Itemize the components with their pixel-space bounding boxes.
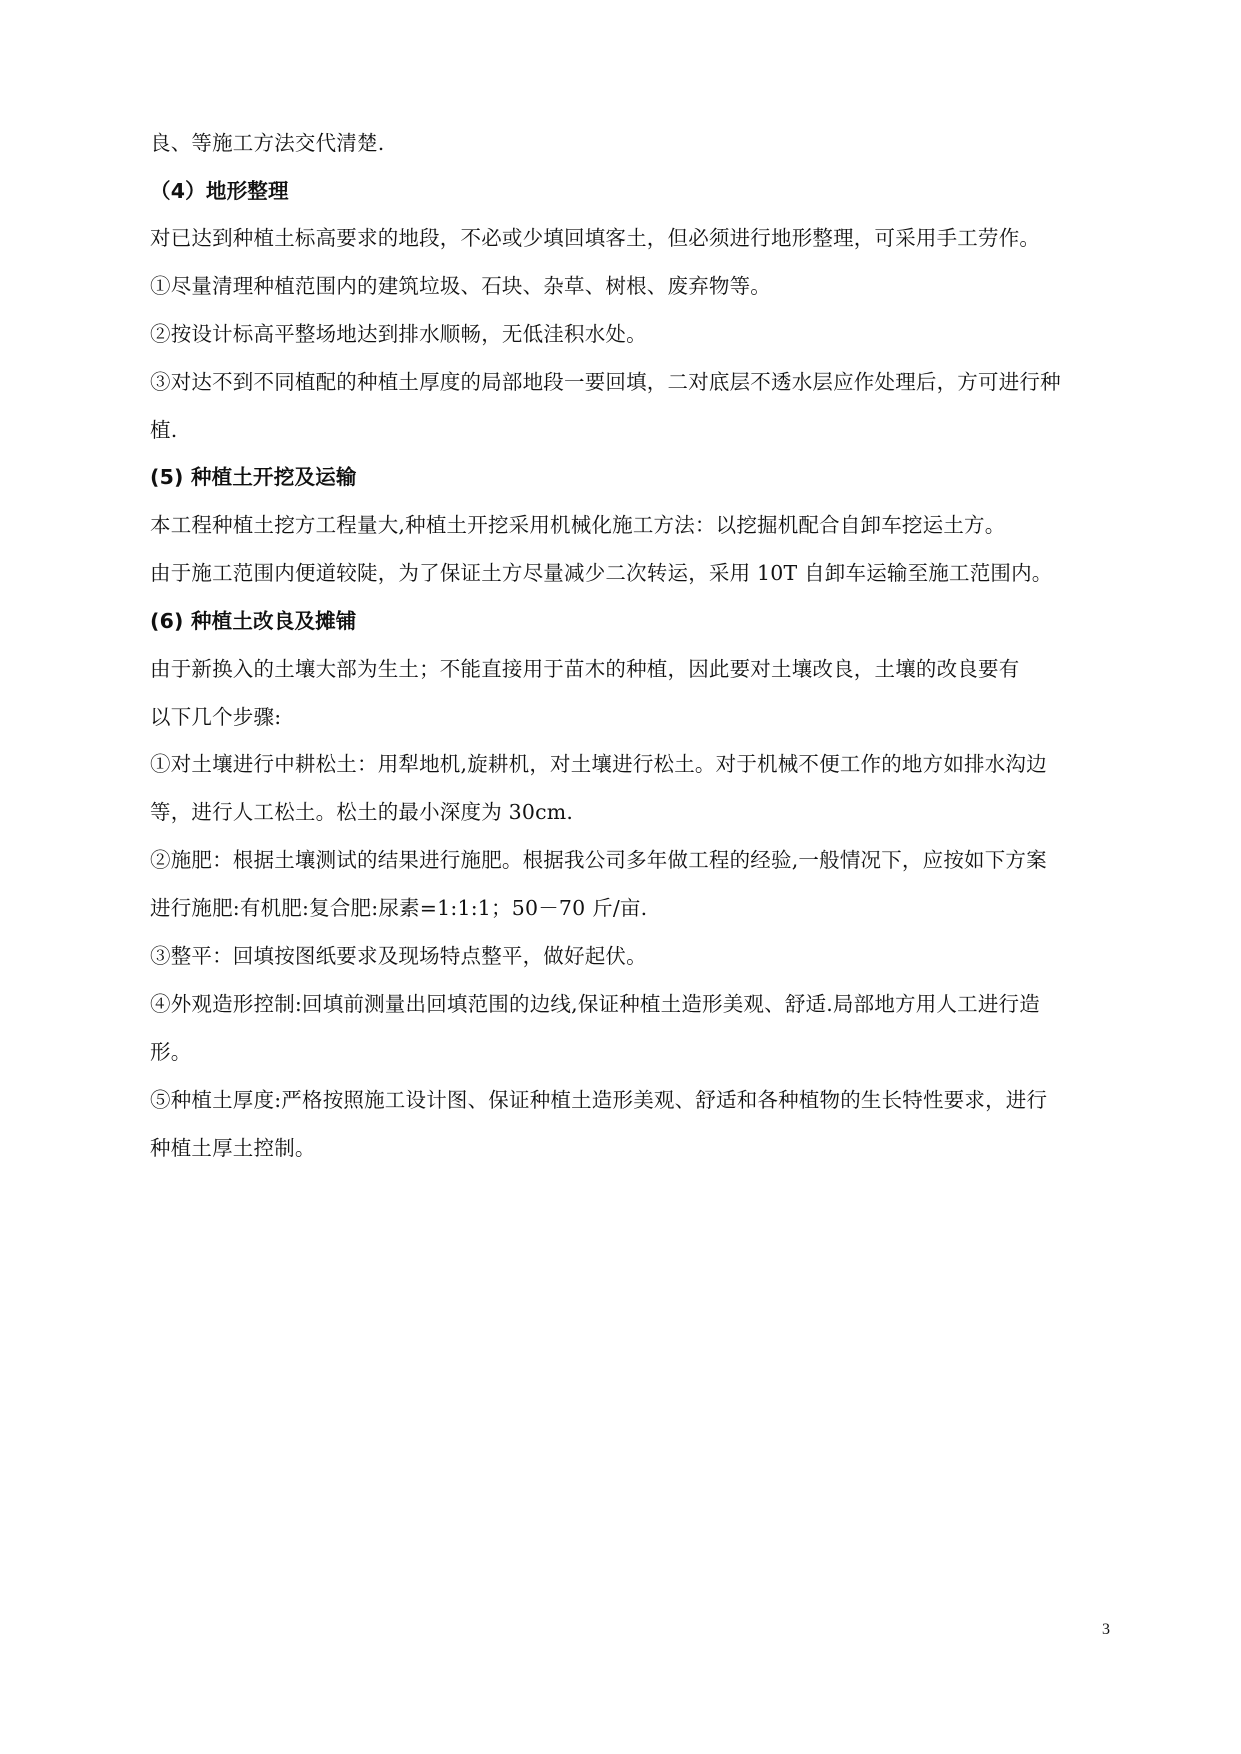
text-line: 由于新换入的土壤大部为生土；不能直接用于苗木的种植，因此要对土壤改良，土壤的改良要有	[150, 657, 1020, 681]
text-line: 对已达到种植土标高要求的地段，不必或少填回填客土，但必须进行地形整理，可采用手工劳作。	[150, 226, 1041, 250]
text-line: ③整平：回填按图纸要求及现场特点整平，做好起伏。	[150, 944, 647, 968]
text-line: 以下几个步骤:	[150, 705, 282, 729]
text-line: ①尽量清理种植范围内的建筑垃圾、石块、杂草、树根、废弃物等。	[150, 274, 771, 298]
text-line: ③对达不到不同植配的种植土厚度的局部地段一要回填，二对底层不透水层应作处理后，方可进行种	[150, 370, 1061, 394]
text-line: 由于施工范围内便道较陡，为了保证土方尽量减少二次转运，采用 10T 自卸车运输至施工范围内。	[150, 561, 1053, 585]
text-line: ①对土壤进行中耕松土：用犁地机,旋耕机，对土壤进行松土。对于机械不便工作的地方如排水沟边	[150, 752, 1047, 776]
text-line: ②按设计标高平整场地达到排水顺畅，无低洼积水处。	[150, 322, 647, 346]
text-line: ②施肥：根据土壤测试的结果进行施肥。根据我公司多年做工程的经验,一般情况下，应按如下方案	[150, 848, 1047, 872]
section-heading-6: (6) 种植土改良及摊铺	[150, 609, 357, 633]
text-line: 本工程种植土挖方工程量大,种植土开挖采用机械化施工方法：以挖掘机配合自卸车挖运土方。	[150, 513, 1006, 537]
text-line: 进行施肥:有机肥:复合肥:尿素=1:1:1；50－70 斤/亩.	[150, 896, 648, 920]
text-line: 良、等施工方法交代清楚.	[150, 131, 385, 155]
text-line: 植.	[150, 418, 178, 442]
text-line: ⑤种植土厚度:严格按照施工设计图、保证种植土造形美观、舒适和各种植物的生长特性要求，进行	[150, 1088, 1048, 1112]
text-line: 等，进行人工松土。松土的最小深度为 30cm.	[150, 800, 574, 824]
text-line: 形。	[150, 1040, 192, 1064]
section-heading-5: (5) 种植土开挖及运输	[150, 465, 357, 489]
section-heading-4: （4）地形整理	[150, 179, 289, 203]
text-line: 种植土厚土控制。	[150, 1136, 316, 1160]
page-number: 3	[1102, 1621, 1110, 1638]
text-line: ④外观造形控制:回填前测量出回填范围的边线,保证种植土造形美观、舒适.局部地方用人工进行造	[150, 992, 1040, 1016]
